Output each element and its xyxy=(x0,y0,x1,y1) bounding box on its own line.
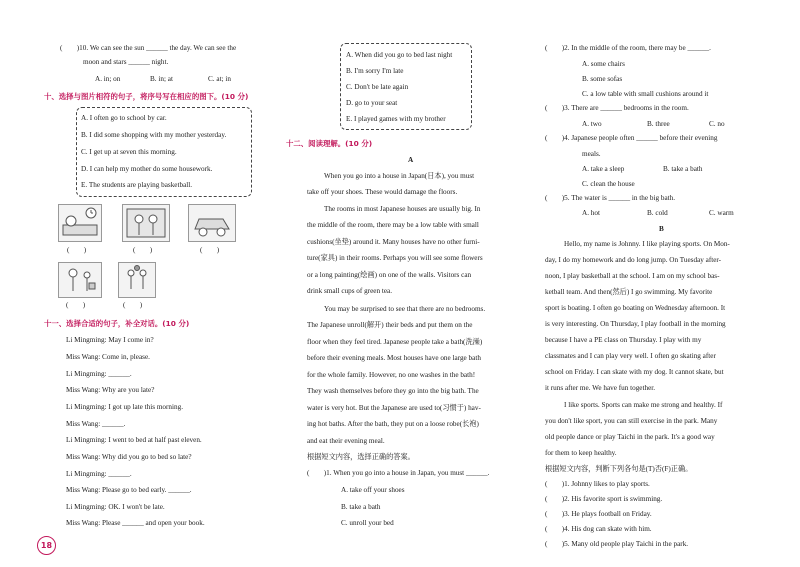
section-11-title: 十一、选择合适的句子，补全对话。(10 分) xyxy=(44,319,190,328)
q10-option-c: C. at; in xyxy=(208,75,231,83)
passage-b-line-10: it runs after me. We have fun together. xyxy=(545,384,656,392)
sentence-b: B. I did some shopping with my mother yesterday. xyxy=(81,131,227,139)
q5-option-b: B. cold xyxy=(647,209,668,217)
passage-a-line-11: floor when they feel tired. Japanese people take a bath(洗澡) xyxy=(307,338,483,346)
question-10-cont: moon and stars ______ night. xyxy=(83,58,169,66)
sentence-d: D. I can help my mother do some housework. xyxy=(81,165,213,173)
dialog-line-8: Miss Wang: Why did you go to bed so late? xyxy=(66,453,192,461)
sentence-c: C. I get up at seven this morning. xyxy=(81,148,177,156)
dialog-line-10: Miss Wang: Please go to bed early. ______. xyxy=(66,486,192,494)
answer-paren-2[interactable]: ( ) xyxy=(133,246,153,254)
q1-option-c: C. unroll your bed xyxy=(341,519,394,527)
dialog-line-2: Miss Wang: Come in, please. xyxy=(66,353,150,361)
answer-paren-1[interactable]: ( ) xyxy=(67,246,87,254)
q2-option-a: A. some chairs xyxy=(582,60,625,68)
passage-b-line-2: day, I do my homework and do long jump. On Tuesday after- xyxy=(545,256,722,264)
option-d: D. go to your seat xyxy=(346,99,398,107)
dialog-line-1: Li Mingming: May I come in? xyxy=(66,336,154,344)
middle-column xyxy=(265,0,535,567)
instruction-b: 根据短文内容，判断下列各句是(T)否(F)正确。 xyxy=(545,465,693,473)
dialog-line-7: Li Mingming: I went to bed at half past eleven. xyxy=(66,436,202,444)
answer-paren-3[interactable]: ( ) xyxy=(200,246,220,254)
q2-option-c: C. a low table with small cushions around it xyxy=(582,90,709,98)
page-number: 18 xyxy=(37,536,56,555)
q3-option-a: A. two xyxy=(582,120,602,128)
passage-b-line-9: school on Friday. I can skate with my dog. It cannot skate, but xyxy=(545,368,724,376)
question-a3: ( )3. There are ______ bedrooms in the room. xyxy=(545,104,689,112)
dialog-line-12: Miss Wang: Please ______ and open your book. xyxy=(66,519,205,527)
passage-a-line-1: When you go into a house in Japan(日本), you must xyxy=(324,172,475,180)
q4-option-b: B. take a bath xyxy=(663,165,703,173)
passage-a-line-12: before their evening meals. Most houses have one large bath xyxy=(307,354,481,362)
passage-a-line-14: They wash themselves before they go into the big bath. The xyxy=(307,387,479,395)
q5-option-a: A. hot xyxy=(582,209,600,217)
passage-b-line-13: old people dance or play Taichi in the park. It's a good way xyxy=(545,433,715,441)
dialog-line-3: Li Mingming: ______. xyxy=(66,370,132,378)
passage-b-line-5: sport is boating. I often go boating on Wednesday afternoon. It xyxy=(545,304,726,312)
picture-basketball xyxy=(118,262,156,298)
tf-3: ( )3. He plays football on Friday. xyxy=(545,510,652,518)
option-c: C. Don't be late again xyxy=(346,83,409,91)
passage-b-line-3: noon, I play basketball at the school. I am on my school bas- xyxy=(545,272,720,280)
passage-b-line-8: classmates and I can play very well. I often go skating after xyxy=(545,352,716,360)
passage-a-line-6: ture(家具) in their rooms. Perhaps you will see some flowers xyxy=(307,254,483,262)
passage-a-line-5: cushions(坐垫) around it. Many houses have no other furni- xyxy=(307,238,480,246)
picture-shopping xyxy=(58,262,102,298)
passage-a-label: A xyxy=(408,156,414,164)
section-12-title: 十二、阅读理解。(10 分) xyxy=(286,139,373,148)
dialog-line-4: Miss Wang: Why are you late? xyxy=(66,386,155,394)
q1-option-a: A. take off your shoes xyxy=(341,486,405,494)
passage-a-line-7: or a long painting(绘画) on one of the walls. Visitors can xyxy=(307,271,472,279)
option-e: E. I played games with my brother xyxy=(346,115,446,123)
passage-b-line-12: you don't like sport, you can still exercise in the park. Many xyxy=(545,417,718,425)
answer-paren-5[interactable]: ( ) xyxy=(123,301,143,309)
passage-a-line-2: take off your shoes. These would damage the floors. xyxy=(307,188,458,196)
q3-option-b: B. three xyxy=(647,120,670,128)
passage-a-line-4: the middle of the room, there may be a low table with small xyxy=(307,221,479,229)
passage-b-line-14: for them to keep healthy. xyxy=(545,449,617,457)
picture-car xyxy=(188,204,236,242)
passage-b-line-1: Hello, my name is Johnny. I like playing sports. On Mon- xyxy=(564,240,730,248)
passage-a-line-17: and eat their evening meal. xyxy=(307,437,385,445)
question-a5: ( )5. The water is ______ in the big bath. xyxy=(545,194,676,202)
passage-a-line-16: ing hot baths. After the bath, they put on a loose robe(长袍) xyxy=(307,420,479,428)
q10-option-a: A. in; on xyxy=(95,75,121,83)
option-b: B. I'm sorry I'm late xyxy=(346,67,404,75)
option-a: A. When did you go to bed last night xyxy=(346,51,453,59)
question-a4-cont: meals. xyxy=(582,150,601,158)
passage-a-line-10: The Japanese unroll(解开) their beds and put them on the xyxy=(307,321,473,329)
dialog-line-6: Miss Wang: ______. xyxy=(66,420,126,428)
dialog-line-11: Li Mingming: OK. I won't be late. xyxy=(66,503,165,511)
passage-a-line-13: for the whole family. However, no one washes in the bath! xyxy=(307,371,476,379)
passage-a-line-15: water is very hot. But the Japanese are used to(习惯于) hav- xyxy=(307,404,481,412)
tf-4: ( )4. His dog can skate with him. xyxy=(545,525,652,533)
dialog-line-5: Li Mingming: I got up late this morning. xyxy=(66,403,183,411)
question-a4: ( )4. Japanese people often ______ before their evening xyxy=(545,134,718,142)
passage-b-line-7: because I have a PE class on Thursday. I play with my xyxy=(545,336,702,344)
q4-option-a: A. take a sleep xyxy=(582,165,625,173)
answer-paren-4[interactable]: ( ) xyxy=(66,301,86,309)
q3-option-c: C. no xyxy=(709,120,725,128)
picture-boy-in-bed xyxy=(58,204,102,242)
q2-option-b: B. some sofas xyxy=(582,75,623,83)
passage-b-line-11: I like sports. Sports can make me strong and healthy. If xyxy=(564,401,723,409)
question-10: ( )10. We can see the sun ______ the day. We can see the xyxy=(60,44,237,52)
q4-option-c: C. clean the house xyxy=(582,180,635,188)
picture-housework xyxy=(122,204,170,242)
tf-2: ( )2. His favorite sport is swimming. xyxy=(545,495,663,503)
question-a1: ( )1. When you go into a house in Japan, you must ______. xyxy=(307,469,490,477)
passage-a-line-9: You may be surprised to see that there are no bedrooms. xyxy=(324,305,486,313)
sentence-a: A. I often go to school by car. xyxy=(81,114,167,122)
tf-5: ( )5. Many old people play Taichi in the park. xyxy=(545,540,689,548)
passage-b-label: B xyxy=(659,225,664,233)
instruction-a: 根据短文内容，选择正确的答案。 xyxy=(307,453,415,461)
passage-b-line-6: is very interesting. On Thursday, I play football in the morning xyxy=(545,320,726,328)
q10-option-b: B. in; at xyxy=(150,75,173,83)
q1-option-b: B. take a bath xyxy=(341,503,381,511)
left-column xyxy=(0,0,265,567)
q5-option-c: C. warm xyxy=(709,209,734,217)
passage-a-line-3: The rooms in most Japanese houses are usually big. In xyxy=(324,205,481,213)
tf-1: ( )1. Johnny likes to play sports. xyxy=(545,480,650,488)
sentence-e: E. The students are playing basketball. xyxy=(81,181,193,189)
question-a2: ( )2. In the middle of the room, there may be ______. xyxy=(545,44,711,52)
passage-b-line-4: ketball team. And then(然后) I go swimming. My favorite xyxy=(545,288,713,296)
passage-a-line-8: drink small cups of green tea. xyxy=(307,287,393,295)
section-10-title: 十、选择与图片相符的句子，将序号写在相应的图下。(10 分) xyxy=(44,92,249,101)
dialog-line-9: Li Mingming: ______. xyxy=(66,470,132,478)
right-column xyxy=(535,0,800,567)
